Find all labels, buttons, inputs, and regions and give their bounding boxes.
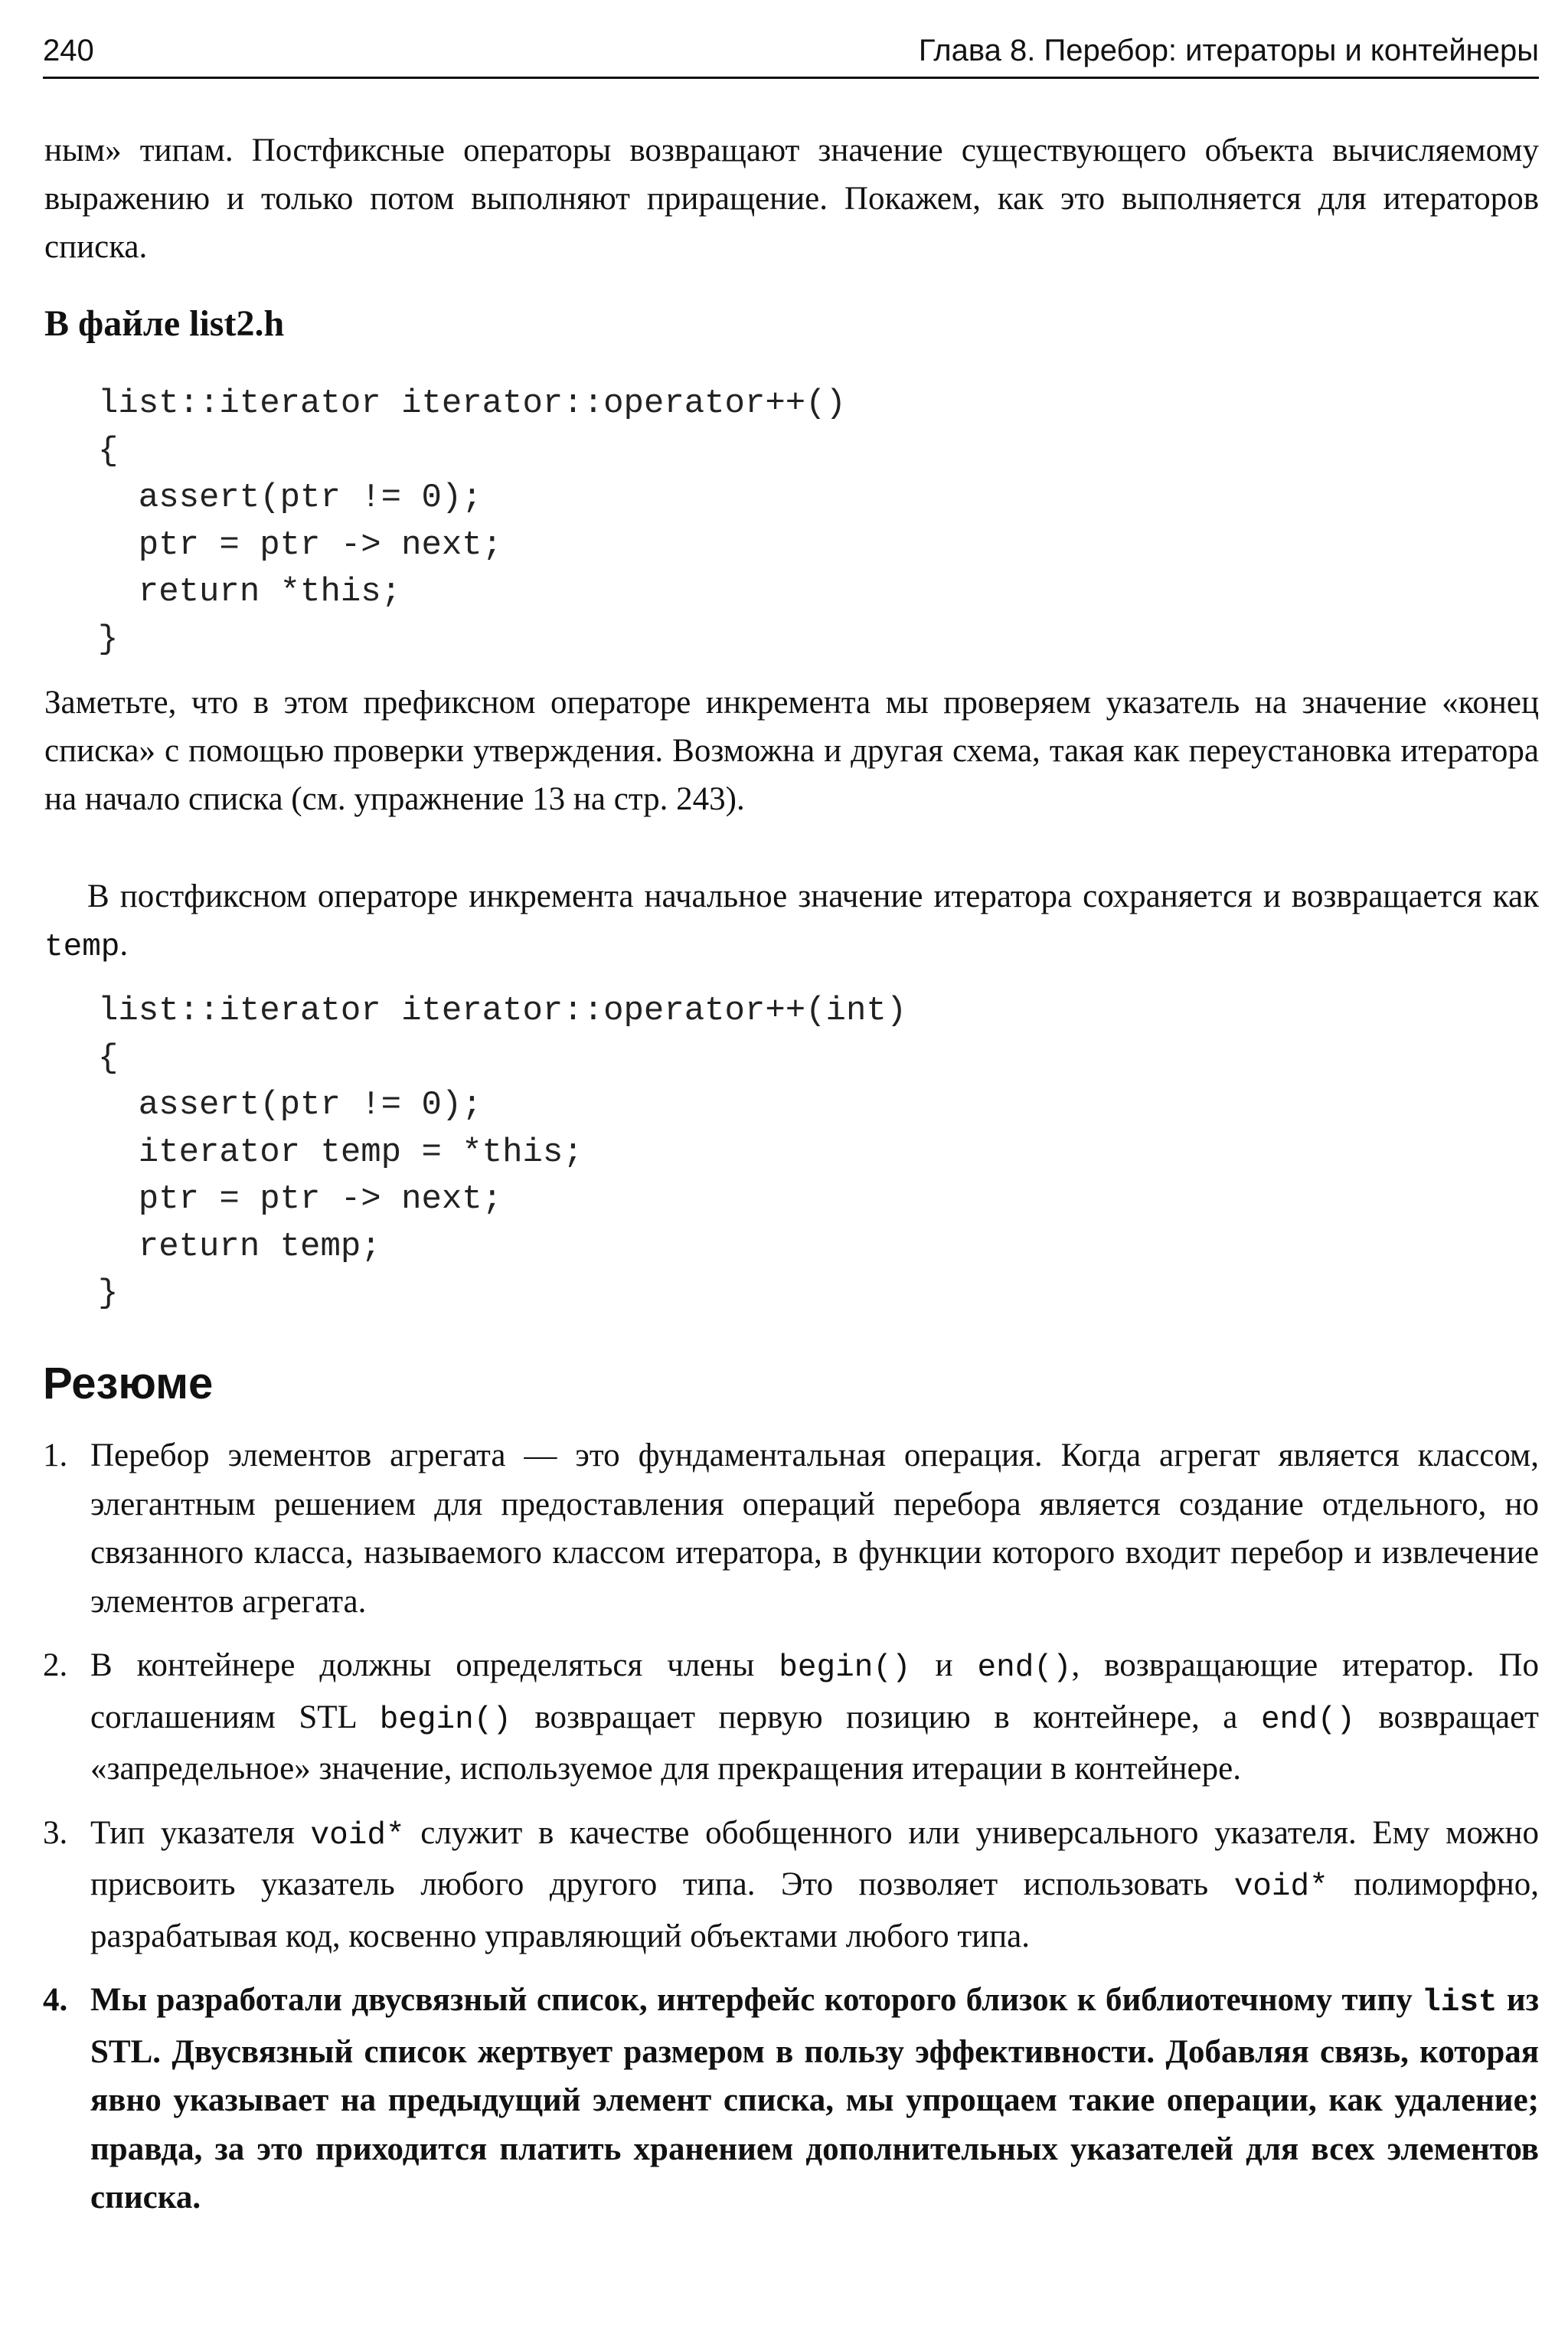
summary-item-text: и xyxy=(910,1647,978,1683)
summary-list xyxy=(0,1431,1568,2238)
paragraph-text: В постфиксном операторе инкремента начальное значение итератора сохраняется и возвращается как xyxy=(87,878,1539,914)
summary-heading: Резюме xyxy=(43,1359,214,1408)
inline-code: temp xyxy=(44,930,120,965)
list-marker: 1. xyxy=(43,1437,68,1473)
intro-paragraph: ным» типам. Постфиксные операторы возвращают значение существующего объекта вычисляемому выражению и только потом выполняют приращение. Покажем, как это выполняется для итераторов списка. xyxy=(44,132,1539,265)
summary-item-1 xyxy=(0,1431,1568,1626)
summary-item-2 xyxy=(0,1641,1568,1794)
summary-item-text: В контейнере должны определяться члены xyxy=(90,1647,779,1683)
inline-code: begin() xyxy=(779,1650,911,1686)
list-marker: 4. xyxy=(43,1982,68,2018)
list-marker: 2. xyxy=(43,1647,68,1683)
summary-item-text: полиморфно, разрабатывая код, косвенно управляющий объектами любого типа. xyxy=(90,1866,1540,1954)
paragraph-postfix-note xyxy=(44,872,1539,972)
inline-code: end() xyxy=(977,1650,1072,1686)
page-number: 240 xyxy=(43,34,94,67)
chapter-title: Глава 8. Перебор: итераторы и контейнеры xyxy=(918,34,1539,67)
summary-item-text: возвращает «запредельное» значение, используемое для прекращения итерации в контейнере. xyxy=(90,1699,1539,1787)
summary-item-text: возвращает первую позицию в контейнере, а xyxy=(511,1699,1261,1735)
summary-item-text: Тип указателя xyxy=(90,1814,311,1851)
summary-item-3 xyxy=(0,1809,1568,1961)
inline-code: void* xyxy=(310,1817,405,1853)
file-label: В файле list2.h xyxy=(44,303,285,344)
summary-item-text: Перебор элементов агрегата — это фундаментальная операция. Когда агрегат является классом, элегантным решением для предоставления операций перебора является создание отдельного, но связанного класса, называемого классом итератора, в функции которого входит перебор и извлечение элементов агрегата. xyxy=(90,1437,1539,1620)
summary-item-4 xyxy=(0,1976,1568,2222)
inline-code: begin() xyxy=(379,1702,511,1738)
code-block-postfix-increment: list::iterator iterator::operator++(int) { assert(ptr != 0); iterator temp = *this; ptr = ptr -> next; return temp; } xyxy=(98,992,907,1313)
inline-code: end() xyxy=(1260,1702,1355,1738)
code-block-prefix-increment: list::iterator iterator::operator++() { assert(ptr != 0); ptr = ptr -> next; return *this; } xyxy=(98,384,846,659)
list-marker: 3. xyxy=(43,1814,68,1851)
summary-item-text: , возвращающие итератор. По соглашениям STL xyxy=(90,1647,1540,1735)
running-header xyxy=(43,29,1539,79)
summary-item-text: из STL. Двусвязный список жертвует размером в пользу эффективности. Добавляя связь, которая явно указывает на предыдущий элемент списка, мы упрощаем такие операции, как удаление; правда, за это приходится платить хранением дополнительных указателей для всех элементов списка. xyxy=(90,1982,1539,2216)
inline-code: void* xyxy=(1233,1869,1328,1905)
paragraph-text: . xyxy=(119,927,129,963)
summary-item-text: Мы разработали двусвязный список, интерфейс которого близок к библиотечному типу xyxy=(90,1982,1423,2018)
inline-code: list xyxy=(1422,1985,1498,2020)
summary-item-text: служит в качестве обобщенного или универсального указателя. Ему можно присвоить указатель любого другого типа. Это позволяет использовать xyxy=(90,1814,1539,1902)
paragraph-prefix-note: Заметьте, что в этом префиксном операторе инкремента мы проверяем указатель на значение «конец списка» с помощью проверки утверждения. Возможна и другая схема, такая как переустановка итератора на начало списка (см. упражнение 13 на стр. 243). xyxy=(44,685,1539,817)
